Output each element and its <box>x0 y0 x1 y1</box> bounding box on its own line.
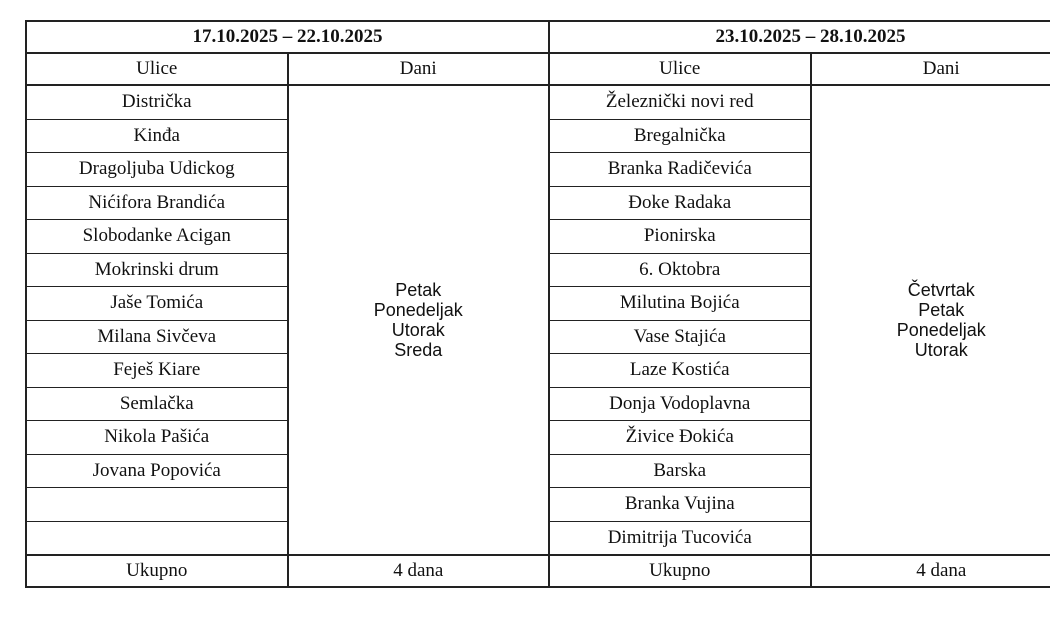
schedule-table <box>25 20 1050 588</box>
street-cell: Branka Radičevića <box>549 153 811 187</box>
street-cell: Đoke Radaka <box>549 186 811 220</box>
street-cell: Dimitrija Tucovića <box>549 521 811 555</box>
street-cell: Feješ Kiare <box>26 354 288 388</box>
day-label: Utorak <box>391 320 445 340</box>
street-cell: Branka Vujina <box>549 488 811 522</box>
street-cell: Milutina Bojića <box>549 287 811 321</box>
table-row <box>26 85 1050 119</box>
period-2-title: 23.10.2025 – 28.10.2025 <box>549 21 1050 53</box>
day-label: Ponedeljak <box>896 320 986 340</box>
day-label: Četvrtak <box>907 280 975 300</box>
street-cell: Mokrinski drum <box>26 253 288 287</box>
street-cell: Milana Sivčeva <box>26 320 288 354</box>
period-1-days-header: Dani <box>288 53 550 85</box>
street-cell: Dragoljuba Udickog <box>26 153 288 187</box>
total-row <box>26 555 1050 587</box>
street-cell <box>26 488 288 522</box>
street-cell: Semlačka <box>26 387 288 421</box>
day-label: Petak <box>395 280 442 300</box>
street-cell: Kinđa <box>26 119 288 153</box>
day-label: Ponedeljak <box>373 300 463 320</box>
street-cell: 6. Oktobra <box>549 253 811 287</box>
day-label: Utorak <box>914 340 968 360</box>
street-cell: Pionirska <box>549 220 811 254</box>
street-cell: Nićifora Brandića <box>26 186 288 220</box>
street-cell: Distrička <box>26 85 288 119</box>
street-cell: Laze Kostića <box>549 354 811 388</box>
street-cell: Donja Vodoplavna <box>549 387 811 421</box>
street-cell: Jaše Tomića <box>26 287 288 321</box>
total-value: 4 dana <box>811 555 1050 587</box>
street-cell: Jovana Popovića <box>26 454 288 488</box>
total-label: Ukupno <box>549 555 811 587</box>
day-label: Sreda <box>394 340 443 360</box>
street-cell: Železnički novi red <box>549 85 811 119</box>
street-cell: Slobodanke Acigan <box>26 220 288 254</box>
period-2-streets-header: Ulice <box>549 53 811 85</box>
period-1-title: 17.10.2025 – 22.10.2025 <box>26 21 549 53</box>
street-cell <box>26 521 288 555</box>
street-cell: Nikola Pašića <box>26 421 288 455</box>
day-label: Petak <box>918 300 965 320</box>
street-cell: Barska <box>549 454 811 488</box>
street-cell: Vase Stajića <box>549 320 811 354</box>
days-cell <box>811 85 1050 555</box>
period-2-days-header: Dani <box>811 53 1050 85</box>
period-1-streets-header: Ulice <box>26 53 288 85</box>
street-cell: Bregalnička <box>549 119 811 153</box>
days-cell <box>288 85 550 555</box>
total-value: 4 dana <box>288 555 550 587</box>
total-label: Ukupno <box>26 555 288 587</box>
street-cell: Živice Đokića <box>549 421 811 455</box>
